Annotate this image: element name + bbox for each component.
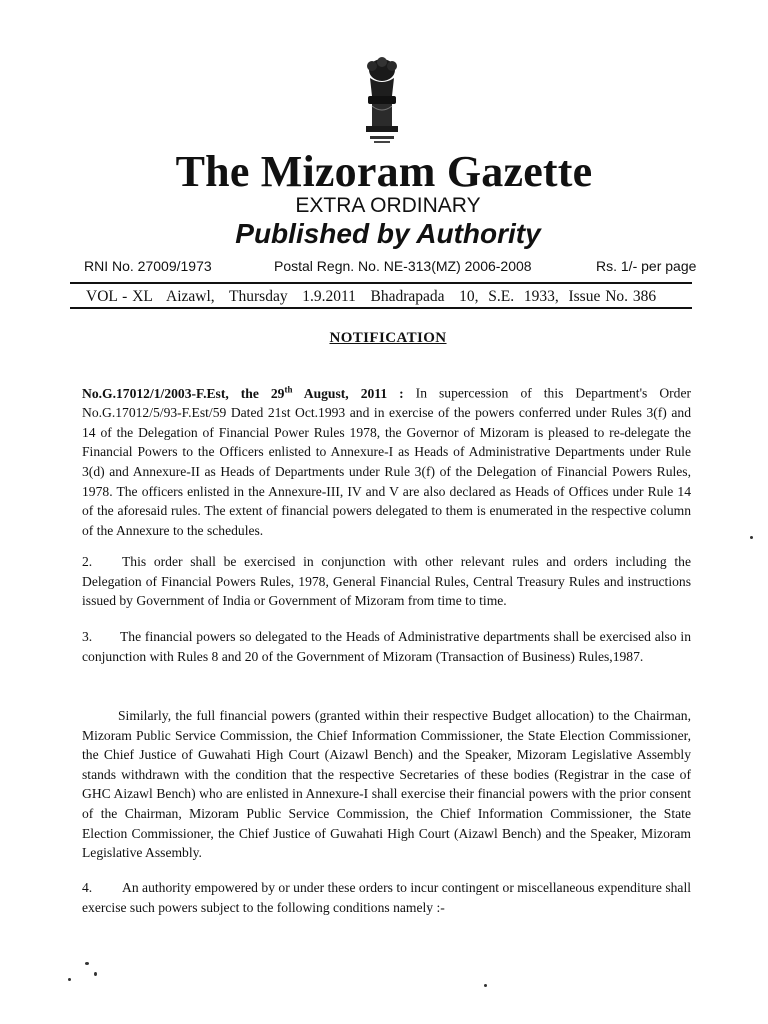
header-rule-bottom [70, 307, 692, 309]
scan-speck [750, 536, 753, 539]
paragraph-2-body: This order shall be exercised in conjunction with other relevant rules and orders including the Delegation of Financial Powers Rules, 1978, General Financial Rules, Central Treasury Rules and instructions issued by Government of India or Government of Mizoram from time to time. [82, 554, 691, 609]
scan-speck [85, 962, 89, 965]
paragraph-2-number: 2. [82, 554, 93, 569]
order-body: In supercession of this Department's Order No.G.17012/5/93-F.Est/59 Dated 21st Oct.1993 and in exercise of the powers conferred under Rules 3(f) and 14 of the Delegation of Financial Power Rules 1978, the Governor of Mizoram is pleased to re-delegate the Financial Powers to the Officers enlisted to Annexure-I as Heads of Administrative Departments under Rule 3(d) and Annexure-II as Heads of Departments under Rule 3(f) of the Delegation of Financial Powers Rules, 1978. The officers enlisted in the Annexure-III, IV and V are also declared as Heads of Offices under Rule 14 of the aforesaid rules. The extent of financial powers delegated to them is enumerated in the respective column of the Annexure to the schedules. [82, 385, 692, 538]
gazette-title: The Mizoram Gazette [175, 147, 593, 196]
paragraph-4-number: 4. [82, 880, 93, 895]
paragraph-2 [82, 552, 691, 611]
paragraph-4 [82, 878, 691, 917]
scan-speck [484, 984, 487, 987]
order-reference: No.G.17012/1/2003-F.Est, the 29th August, 2011 : [82, 384, 404, 401]
paragraph-similarly: Similarly, the full financial powers (granted within their respective Budget allocation) to the Chairman, Mizoram Public Service Commission, the Chief Information Commissioner, the State Election Commissioner, the Chief Justice of Guwahati High Court (Aizawl Bench) and the Speaker, Mizoram Legislative Assembly stands withdrawn with the condition that the respective Secretaries of these bodies (Registrar in the case of GHC Aizawl Bench) who are enlisted in Annexure-I shall exercise their financial powers with the prior consent of the Chairman, Mizoram Public Service Commission, the Chief Information Commissioner, the State Election Commissioner, the Chief Justice of Guwahati High Court (Aizawl Bench) and the Speaker, Mizoram Legislative Assembly. [82, 708, 691, 861]
price-per-page: Rs. 1/- per page [596, 258, 697, 274]
volume-issue-line: VOL - XL Aizawl, Thursday 1.9.2011 Bhadrapada 10, S.E. 1933, Issue No. 386 [86, 288, 657, 305]
notification-heading: NOTIFICATION [329, 330, 447, 346]
scan-speck [68, 978, 71, 981]
paragraph-order [82, 380, 691, 540]
rni-number: RNI No. 27009/1973 [84, 258, 212, 274]
gazette-subtitle: EXTRA ORDINARY [295, 194, 481, 217]
header-rule-top [70, 282, 692, 284]
paragraph-3 [82, 627, 691, 666]
gazette-authority: Published by Authority [235, 218, 541, 249]
state-emblem-icon [358, 56, 406, 148]
postal-registration: Postal Regn. No. NE-313(MZ) 2006-2008 [274, 258, 532, 274]
paragraph-3-number: 3. [82, 629, 93, 644]
paragraph-4-body: An authority empowered by or under these orders to incur contingent or miscellaneous expenditure shall exercise such powers subject to the following conditions namely :- [82, 880, 691, 915]
paragraph-3-body: The financial powers so delegated to the Heads of Administrative departments shall be exercised also in conjunction with Rules 8 and 20 of the Government of Mizoram (Transaction of Business) Rules,1987. [82, 629, 691, 664]
scan-speck [94, 972, 97, 976]
